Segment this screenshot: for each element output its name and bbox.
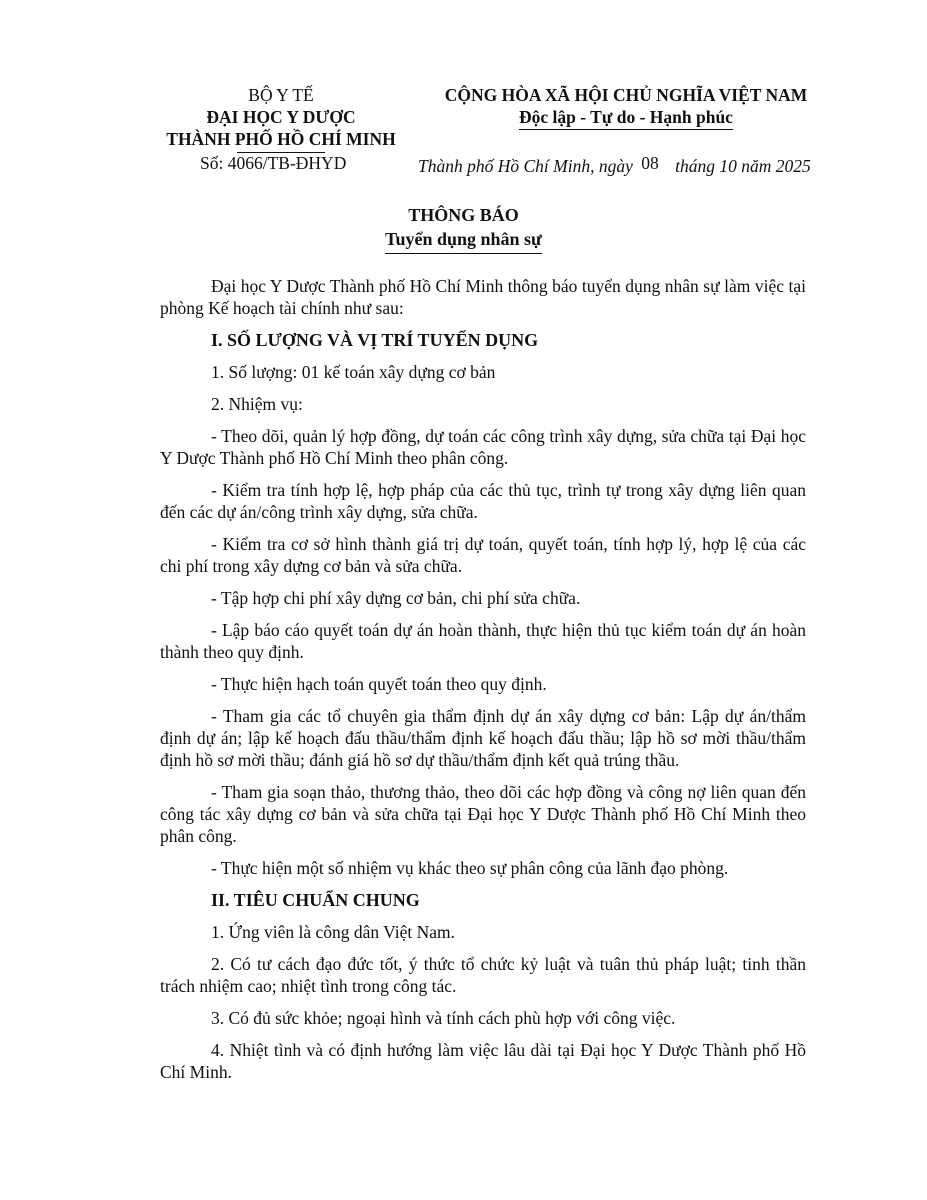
ministry-name: BỘ Y TẾ bbox=[248, 85, 314, 105]
duty-item: - Thực hiện hạch toán quyết toán theo quy định. bbox=[211, 674, 547, 694]
intro-paragraph: Đại học Y Dược Thành phố Hồ Chí Minh thông báo tuyển dụng nhân sự làm việc tại phòng Kế hoạch tài chính như sau: bbox=[160, 276, 806, 318]
duty-item: - Kiểm tra cơ sở hình thành giá trị dự toán, quyết toán, tính hợp lý, hợp lệ của các chi phí trong xây dựng cơ bản và sửa chữa. bbox=[160, 534, 806, 576]
date-day: 08 bbox=[641, 153, 659, 173]
criteria-item: 2. Có tư cách đạo đức tốt, ý thức tổ chức kỷ luật và tuân thủ pháp luật; tinh thần trách nhiệm cao; nhiệt tình trong công tác. bbox=[160, 954, 806, 996]
duty-item: - Lập báo cáo quyết toán dự án hoàn thành, thực hiện thủ tục kiểm toán dự án hoàn thành theo quy định. bbox=[160, 620, 806, 662]
doc-number-value: 4066 bbox=[227, 153, 263, 173]
duty-item: - Kiểm tra tính hợp lệ, hợp pháp của các thủ tục, trình tự trong xây dựng liên quan đến các dự án/công trình xây dựng, sửa chữa. bbox=[160, 480, 806, 522]
place-date bbox=[418, 153, 811, 177]
quantity-line: 1. Số lượng: 01 kế toán xây dựng cơ bản bbox=[211, 362, 496, 382]
notice-subtitle: Tuyển dụng nhân sự bbox=[385, 227, 542, 254]
national-motto: Độc lập - Tự do - Hạnh phúc bbox=[519, 106, 733, 130]
duty-item: - Tập hợp chi phí xây dựng cơ bản, chi phí sửa chữa. bbox=[211, 588, 581, 608]
notice-title-block bbox=[0, 203, 927, 254]
national-title-block bbox=[424, 84, 828, 130]
nation-name: CỘNG HÒA XÃ HỘI CHỦ NGHĨA VIỆT NAM bbox=[444, 85, 808, 105]
section-2-title: II. TIÊU CHUẨN CHUNG bbox=[211, 890, 420, 910]
section-1-title: I. SỐ LƯỢNG VÀ VỊ TRÍ TUYỂN DỤNG bbox=[211, 330, 539, 350]
place-prefix: Thành phố Hồ Chí Minh, ngày bbox=[418, 156, 633, 176]
date-month-year: tháng 10 năm 2025 bbox=[675, 156, 811, 176]
duty-item: - Theo dõi, quản lý hợp đồng, dự toán các công trình xây dựng, sửa chữa tại Đại học Y Dược Thành phố Hồ Chí Minh theo phân công. bbox=[160, 426, 806, 468]
criteria-item: 4. Nhiệt tình và có định hướng làm việc lâu dài tại Đại học Y Dược Thành phố Hồ Chí Minh. bbox=[160, 1040, 806, 1082]
duties-heading: 2. Nhiệm vụ: bbox=[211, 394, 303, 414]
duty-item: - Tham gia soạn thảo, thương thảo, theo dõi các hợp đồng và công nợ liên quan đến công tác xây dựng cơ bản và sửa chữa tại Đại học Y Dược Thành phố Hồ Chí Minh theo phân công. bbox=[160, 782, 806, 846]
issuer-block bbox=[150, 84, 412, 153]
duty-item: - Tham gia các tổ chuyên gia thẩm định dự án xây dựng cơ bản: Lập dự án/thẩm định dự án; lập kế hoạch đấu thầu/thẩm định kế hoạch đấu thầu; lập hồ sơ mời thầu/thẩm định hồ sơ mời thầu; đánh giá hồ sơ dự thầu/thẩm định kết quả trúng thầu. bbox=[160, 706, 806, 770]
document-body bbox=[160, 275, 806, 1093]
doc-number-label: Số: bbox=[200, 153, 224, 173]
duty-item: - Thực hiện một số nhiệm vụ khác theo sự phân công của lãnh đạo phòng. bbox=[211, 858, 729, 878]
notice-title: THÔNG BÁO bbox=[408, 205, 519, 225]
doc-number-suffix: /TB-ĐHYD bbox=[262, 153, 347, 173]
university-name-line2: THÀNH PHỐ HỒ CHÍ MINH bbox=[166, 129, 396, 149]
criteria-item: 3. Có đủ sức khỏe; ngoại hình và tính cách phù hợp với công việc. bbox=[211, 1008, 676, 1028]
university-name-line1: ĐẠI HỌC Y DƯỢC bbox=[206, 107, 356, 127]
document-number bbox=[200, 153, 346, 174]
criteria-item: 1. Ứng viên là công dân Việt Nam. bbox=[211, 922, 456, 942]
